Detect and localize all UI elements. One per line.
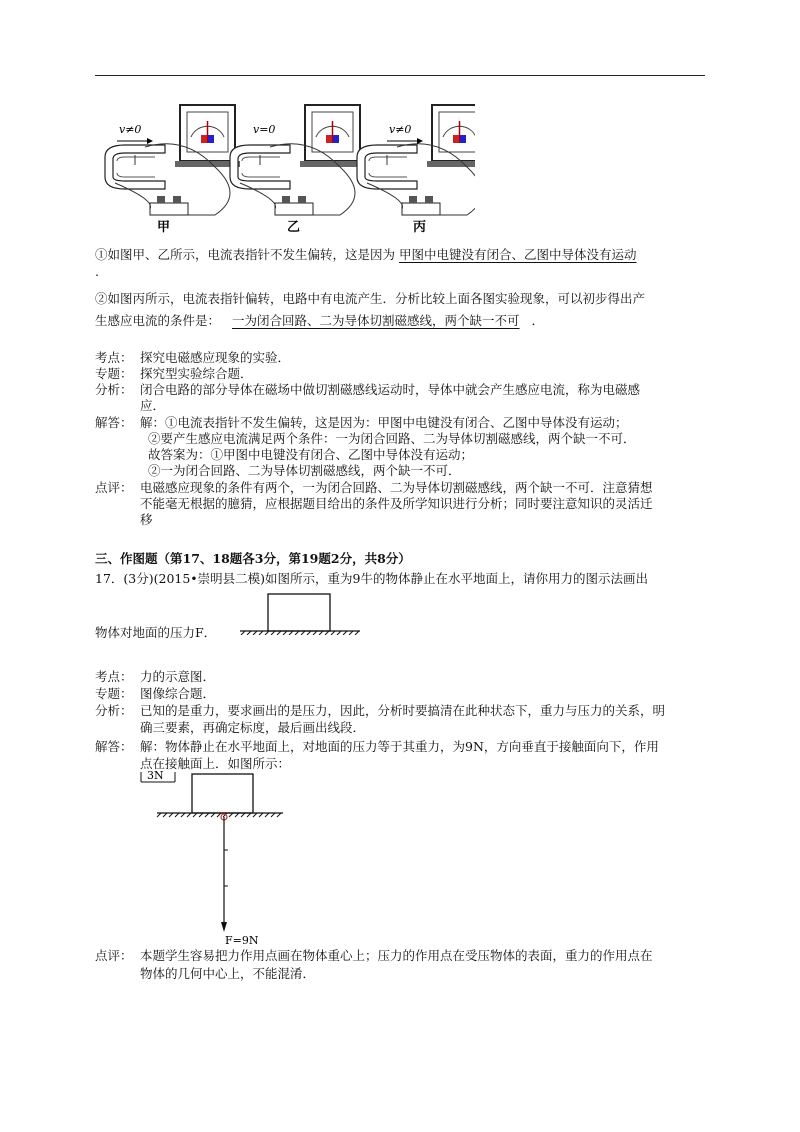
a17-kd: 力的示意图． — [140, 669, 216, 684]
scale-label: 3N — [147, 769, 164, 782]
q17-line1: 17．(3分)(2015•崇明县二模)如图所示，重为9牛的物体静止在水平地面上，请你用力的图示法画出 — [95, 571, 649, 586]
q16-answer1: 甲图中电键没有闭合、乙图中导体没有运动 — [399, 247, 637, 262]
q16-line1-end: . — [95, 264, 99, 279]
a17-fx-label: 分析： — [95, 703, 133, 718]
force-diagram — [135, 768, 295, 950]
figure-label-bing: 丙 — [413, 220, 427, 235]
a16-jd4: ②一为闭合回路、二为导体切割磁感线，两个缺一不可． — [148, 463, 461, 478]
a16-fx-label: 分析： — [95, 382, 133, 397]
a17-zt-label: 专题： — [95, 686, 133, 701]
a16-fx2: 应． — [140, 398, 166, 413]
a16-jd3: 故答案为：①甲图中电键没有闭合、乙图中导体没有运动； — [148, 447, 474, 462]
a16-dp-label: 点评： — [95, 480, 133, 495]
a17-jd2: 点在接触面上．如图所示： — [140, 756, 291, 771]
force-label: F=9N — [225, 934, 259, 947]
a17-dp-label: 点评： — [95, 948, 133, 963]
q16-line2: ②如图丙所示，电流表指针偏转，电路中有电流产生．分析比较上面各图实验现象，可以初步得出产 — [95, 291, 646, 306]
figure-label-yi: 乙 — [287, 220, 301, 235]
section-title: 三、作图题（第17、18题各3分，第19题2分，共8分） — [95, 551, 411, 566]
velocity-label-bing: v≠0 — [389, 123, 412, 136]
q17-block-figure — [235, 590, 365, 635]
a16-jd-label: 解答： — [95, 415, 133, 430]
a16-kd-label: 考点： — [95, 350, 133, 365]
a16-kd: 探究电磁感应现象的实验． — [140, 350, 291, 365]
velocity-label-jia: v≠0 — [119, 123, 142, 136]
a16-dp1: 电磁感应现象的条件有两个，一为闭合回路、二为导体切割磁感线，两个缺一不可．注意猜想 — [140, 480, 653, 495]
a17-dp2: 物体的几何中心上，不能混淆． — [140, 966, 316, 981]
a17-fx1: 已知的是重力，要求画出的是压力，因此，分析时要搞清在此种状态下，重力与压力的关系，明 — [140, 703, 666, 718]
q16-answer2: 一为闭合回路、二为导体切割磁感线，两个缺一不可 — [232, 313, 520, 328]
header-rule — [95, 75, 705, 76]
a17-fx2: 确三要素，再确定标度，最后画出线段． — [140, 720, 366, 735]
a17-jd-label: 解答： — [95, 739, 133, 754]
figure-label-jia: 甲 — [157, 220, 171, 235]
a16-zt-label: 专题： — [95, 366, 133, 381]
a16-jd2: ②要产生感应电流满足两个条件：一为闭合回路、二为导体切割磁感线，两个缺一不可． — [148, 431, 636, 446]
a16-jd1: 解：①电流表指针不发生偏转，这是因为：甲图中电键没有闭合、乙图中导体没有运动； — [140, 415, 628, 430]
a16-zt: 探究型实验综合题． — [140, 366, 253, 381]
a17-zt: 图像综合题． — [140, 686, 216, 701]
q16-line3: 生感应电流的条件是： 一为闭合回路、二为导体切割磁感线，两个缺一不可 ． — [95, 313, 545, 328]
a17-kd-label: 考点： — [95, 669, 133, 684]
a16-fx1: 闭合电路的部分导体在磁场中做切割磁感线运动时，导体中就会产生感应电流，称为电磁感 — [140, 382, 641, 397]
velocity-label-yi: v=0 — [253, 123, 276, 136]
q16-line1: ①如图甲、乙所示，电流表指针不发生偏转，这是因为 甲图中电键没有闭合、乙图中导体没有运动 — [95, 247, 637, 262]
a16-dp2: 不能毫无根据的臆猜，应根据题目给出的条件及所学知识进行分析；同时要注意知识的灵活迁 — [140, 496, 653, 511]
a16-dp3: 移 — [140, 512, 153, 527]
q17-line2: 物体对地面的压力F． — [95, 625, 217, 640]
a17-jd1: 解：物体静止在水平地面上，对地面的压力等于其重力，为9N，方向垂直于接触面向下，作用 — [140, 739, 659, 754]
a17-dp1: 本题学生容易把力作用点画在物体重心上；压力的作用点在受压物体的表面，重力的作用点在 — [140, 948, 653, 963]
induction-experiment-figure — [95, 95, 475, 235]
